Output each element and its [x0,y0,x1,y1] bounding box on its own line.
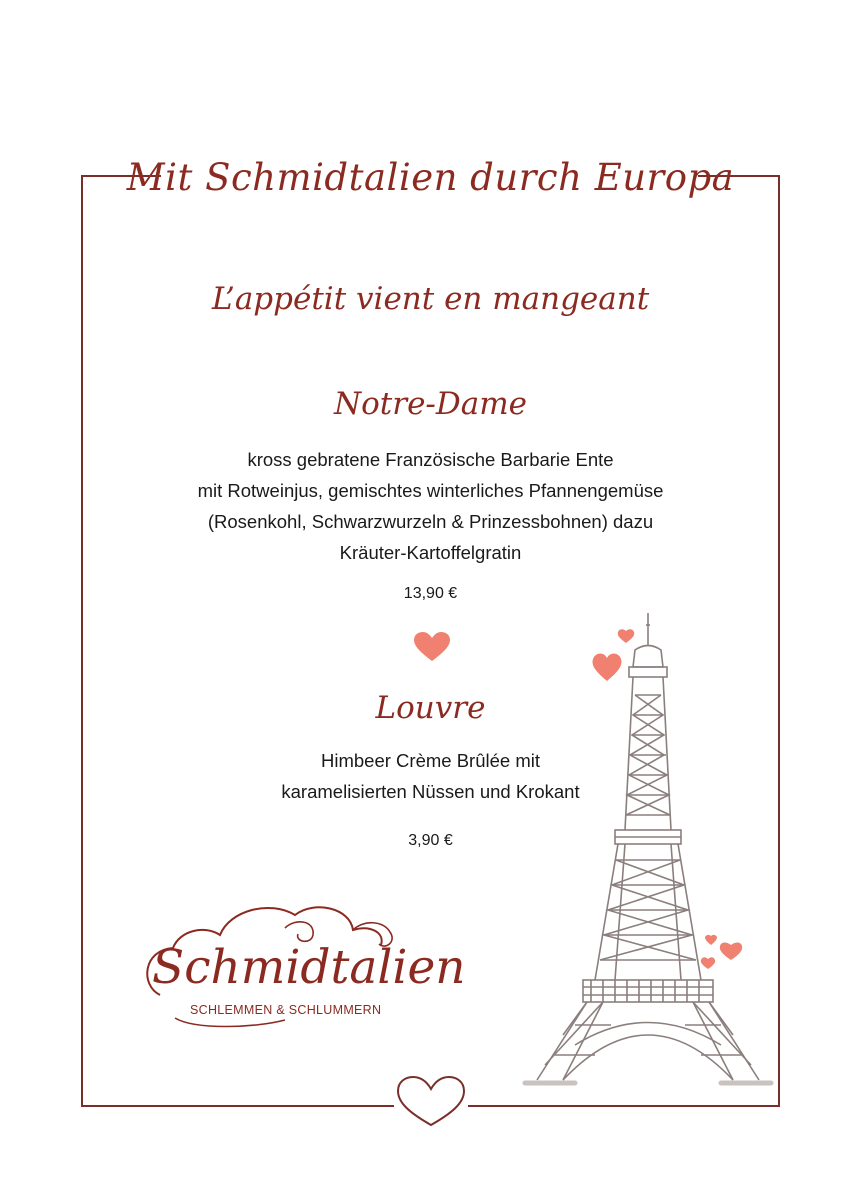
description-line: kross gebratene Französische Barbarie Ente [247,449,614,470]
eiffel-tower-icon [515,605,775,1095]
page-subtitle: L’appétit vient en mangeant [211,281,650,317]
dish-price-notre-dame: 13,90 € [403,585,458,602]
description-line: (Rosenkohl, Schwarzwurzeln & Prinzessbohnen) dazu [207,511,654,532]
heart-outline-icon [390,1075,472,1127]
logo-wordmark: Schmidtalien [152,940,466,995]
dish-description-notre-dame [0,444,861,568]
dish-price-louvre: 3,90 € [408,832,453,849]
description-line: Kräuter-Kartoffelgratin [339,542,522,563]
frame-bottom-left-line [81,1105,394,1107]
logo-tagline: SCHLEMMEN & SCHLUMMERN [190,1003,382,1017]
dish-name-notre-dame: Notre-Dame [334,386,527,422]
description-line: Himbeer Crème Brûlée mit [321,750,540,771]
dish-name-louvre: Louvre [375,690,486,726]
frame-bottom-right-line [468,1105,780,1107]
heart-icon [414,632,450,662]
description-line: karamelisierten Nüssen und Krokant [281,781,580,802]
page-title: Mit Schmidtalien durch Europa [126,156,735,199]
description-line: mit Rotweinjus, gemischtes winterliches Pfannengemüse [197,480,664,501]
